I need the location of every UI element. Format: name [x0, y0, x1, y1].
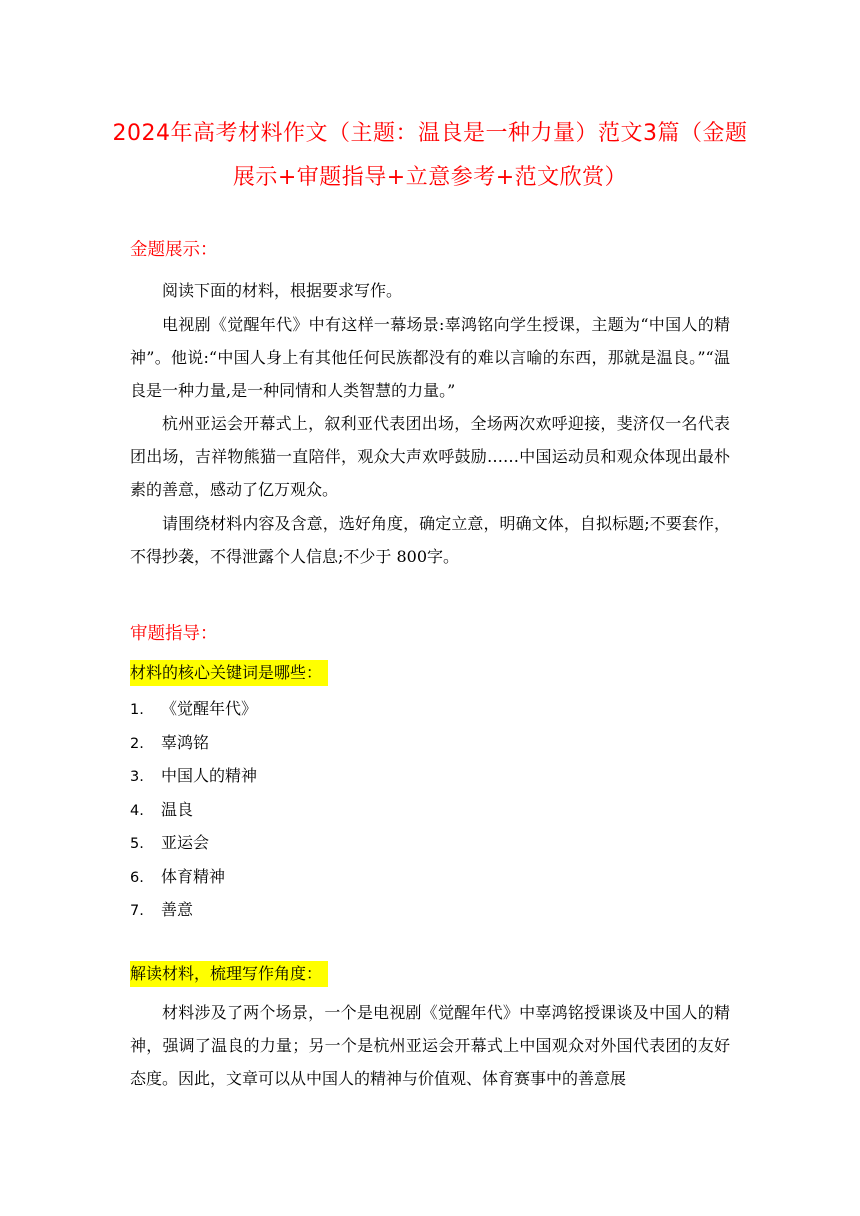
analysis-heading: 解读材料，梳理写作角度：	[130, 961, 328, 987]
analysis-paragraph: 材料涉及了两个场景，一个是电视剧《觉醒年代》中辜鸿铭授课谈及中国人的精神，强调了温良的力量；另一个是杭州亚运会开幕式上中国观众对外国代表团的友好态度。因此，文章可以从中国人的精神与价值观、体育赛事中的善意展	[130, 1003, 730, 1088]
list-number: 3.	[130, 769, 144, 785]
list-number: 5.	[130, 836, 144, 852]
document-title: 2024年高考材料作文（主题：温良是一种力量）范文3篇（金题展示+审题指导+立意参考+范文欣赏）	[112, 121, 748, 190]
list-number: 1.	[130, 702, 144, 718]
list-number: 7.	[130, 903, 144, 919]
prompt-paragraph-4: 请围绕材料内容及含意，选好角度，确定立意，明确文体，自拟标题;不要套作，不得抄袭，不得泄露个人信息;不少于 800字。	[130, 514, 730, 566]
list-item	[130, 793, 257, 827]
keyword-list	[130, 692, 257, 927]
list-number: 2.	[130, 735, 144, 752]
keywords-heading: 材料的核心关键词是哪些：	[130, 660, 328, 686]
prompt-paragraph-3: 杭州亚运会开幕式上，叙利亚代表团出场，全场两次欢呼迎接，斐济仅一名代表团出场，吉祥物熊猫一直陪伴，观众大声欢呼鼓励……中国运动员和观众体现出最朴素的善意，感动了亿万观众。	[130, 414, 730, 499]
list-item	[130, 759, 257, 793]
list-item	[130, 860, 257, 894]
list-text: 《觉醒年代》	[161, 699, 258, 718]
list-item	[130, 893, 257, 927]
prompt-paragraph-1: 阅读下面的材料，根据要求写作。	[162, 281, 403, 300]
list-number: 6.	[130, 869, 144, 886]
list-text: 亚运会	[161, 833, 210, 852]
guidance-heading: 审题指导：	[130, 624, 218, 644]
prompt-paragraph-2: 电视剧《觉醒年代》中有这样一幕场景:辜鸿铭向学生授课，主题为“中国人的精神”。他说:“中国人身上有其他任何民族都没有的难以言喻的东西，那就是温良。”“温良是一种力量,是一种同情和人类智慧的力量。”	[130, 315, 730, 400]
list-number: 4.	[130, 802, 144, 819]
list-text: 体育精神	[161, 866, 226, 886]
list-text: 中国人的精神	[161, 766, 258, 785]
list-text: 温良	[161, 799, 194, 819]
list-item	[130, 692, 257, 726]
list-item	[130, 826, 257, 860]
list-text: 善意	[161, 900, 194, 919]
list-text: 辜鸿铭	[161, 732, 210, 752]
prompt-heading: 金题展示：	[130, 240, 218, 260]
list-item	[130, 726, 257, 760]
